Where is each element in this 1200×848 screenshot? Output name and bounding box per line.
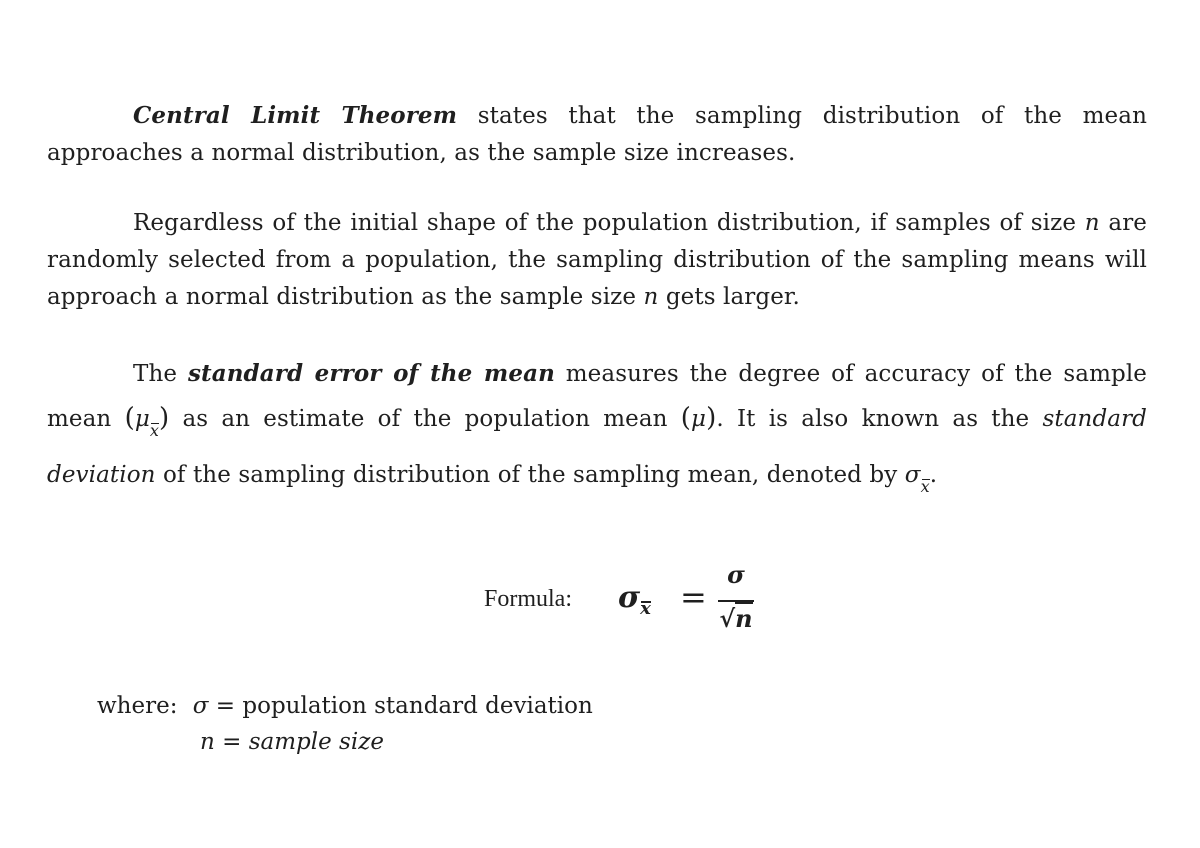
- variable-n-2: n: [643, 284, 659, 310]
- formula-numerator: σ: [727, 560, 745, 589]
- open-paren: (: [124, 403, 135, 433]
- where-label: where:: [97, 693, 178, 719]
- formula-denominator-n: n: [735, 604, 753, 633]
- formula-equals: =: [680, 578, 707, 616]
- paragraph2-text-c: gets larger.: [658, 284, 800, 310]
- legend-sigma-definition: = population standard deviation: [208, 693, 593, 719]
- open-paren-2: (: [680, 403, 692, 433]
- paragraph1-text: states that the sampling distribution of the mean approaches a normal distribution, as the sample size increases.: [47, 103, 1147, 166]
- sigma-xbar-subscript: x: [920, 477, 930, 496]
- paragraph2-text-b: are randomly selected from a population, the sampling distribution of the sampling means will approach a normal distribution as the sample size: [47, 210, 1148, 310]
- term-standard-error-of-the-mean: standard error of the mean: [187, 360, 555, 387]
- paragraph3-text-b: as an estimate of the population mean: [169, 406, 681, 432]
- legend-line-sigma: [97, 688, 593, 724]
- legend-sigma-symbol: σ: [192, 693, 209, 719]
- paragraph3-lead: The: [133, 361, 188, 387]
- legend-n-definition: = sample size: [214, 729, 384, 755]
- paragraph3-text-c: . It is also known as the: [716, 406, 1043, 432]
- radical-sign: √: [719, 604, 736, 633]
- formula-block: [484, 560, 804, 640]
- paragraph3-text-d: of the sampling distribution of the sampling mean, denoted by: [155, 462, 905, 488]
- sigma-symbol-inline: σ: [904, 462, 921, 488]
- term-central-limit-theorem: Central Limit Theorem: [133, 102, 458, 129]
- paragraph-central-limit-theorem: [47, 97, 1147, 172]
- paragraph3-end: .: [929, 462, 938, 488]
- close-paren: ): [159, 403, 170, 433]
- paragraph2-text-a: Regardless of the initial shape of the population distribution, if samples of size: [133, 210, 1085, 236]
- mu-symbol: μ: [134, 406, 150, 432]
- paragraph-regardless: [47, 205, 1147, 316]
- formula-denominator: [716, 604, 756, 633]
- formula-lhs-sigma: σ: [618, 580, 641, 615]
- formula-label: Formula:: [484, 586, 572, 612]
- xbar-subscript: x: [149, 421, 159, 440]
- formula-lhs-subscript: x: [640, 598, 651, 619]
- mu-symbol-2: μ: [691, 406, 707, 432]
- formula-lhs: [618, 580, 651, 619]
- paragraph3-text-a: measures the degree of accuracy of the sample mean: [47, 361, 1147, 432]
- close-paren-2: ): [706, 403, 717, 433]
- paragraph-standard-error: [47, 352, 1147, 509]
- legend-line-n: [200, 724, 384, 760]
- variable-n: n: [1084, 210, 1100, 236]
- legend-n-symbol: n: [200, 729, 215, 755]
- term-standard-deviation: standard deviation: [47, 406, 1147, 488]
